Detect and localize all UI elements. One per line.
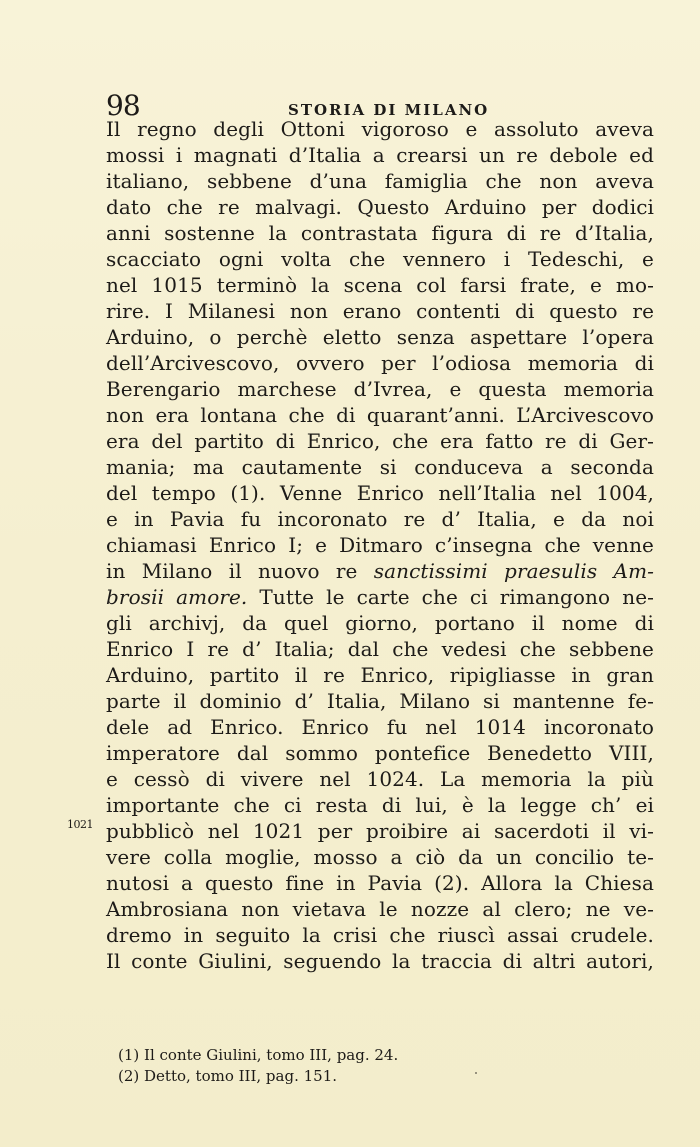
text-line: imperatore dal sommo pontefice Benedetto VIII, (106, 741, 654, 765)
text-line: pubblicò nel 1021 per proibire ai sacerdoti il vi- (106, 819, 654, 843)
text-line: Arduino, partito il re Enrico, ripigliasse in gran (106, 663, 654, 687)
footnote-1: (1) Il conte Giulini, tomo III, pag. 24. (118, 1046, 399, 1064)
text-line: dele ad Enrico. Enrico fu nel 1014 incoronato (106, 715, 654, 739)
text-line: importante che ci resta di lui, è la legge ch’ ei (106, 793, 654, 817)
text-line: mossi i magnati d’Italia a crearsi un re debole ed (106, 143, 654, 167)
text-line: non era lontana che di quarant’anni. L’Arcivescovo (106, 403, 654, 427)
footnotes (118, 1045, 548, 1087)
text-line: Ambrosiana non vietava le nozze al clero; ne ve- (106, 897, 654, 921)
text-line: in Milano il nuovo re sanctissimi praesulis Am- (106, 559, 654, 583)
text-line: del tempo (1). Venne Enrico nell’Italia nel 1004, (106, 481, 654, 505)
body-text (106, 116, 654, 974)
ink-speck (475, 1072, 477, 1074)
text-line: anni sostenne la contrastata figura di re d’Italia, (106, 221, 654, 245)
margin-year-note: 1021 (67, 818, 93, 831)
text-line: brosii amore. Tutte le carte che ci rimangono ne- (106, 585, 654, 609)
text-line: chiamasi Enrico I; e Ditmaro c’insegna che venne (106, 533, 654, 557)
text-line: scacciato ogni volta che vennero i Tedeschi, e (106, 247, 654, 271)
text-line: e in Pavia fu incoronato re d’ Italia, e da noi (106, 507, 654, 531)
footnote-2: (2) Detto, tomo III, pag. 151. (118, 1067, 338, 1085)
text-line: era del partito di Enrico, che era fatto re di Ger- (106, 429, 654, 453)
text-line: nel 1015 terminò la scena col farsi frate, e mo- (106, 273, 654, 297)
text-line: parte il dominio d’ Italia, Milano si mantenne fe- (106, 689, 654, 713)
text-line: rire. I Milanesi non erano contenti di questo re (106, 299, 654, 323)
text-line: Arduino, o perchè eletto senza aspettare l’opera (106, 325, 654, 349)
text-line: italiano, sebbene d’una famiglia che non aveva (106, 169, 654, 193)
text-line: dremo in seguito la crisi che riuscì assai crudele. (106, 923, 654, 947)
text-line: nutosi a questo fine in Pavia (2). Allora la Chiesa (106, 871, 654, 895)
text-line: dato che re malvagi. Questo Arduino per dodici (106, 195, 654, 219)
text-line: gli archivj, da quel giorno, portano il nome di (106, 611, 654, 635)
page-number: 98 (106, 89, 140, 122)
text-line: mania; ma cautamente si conduceva a seconda (106, 455, 654, 479)
text-line: vere colla moglie, mosso a ciò da un concilio te- (106, 845, 654, 869)
text-line: e cessò di vivere nel 1024. La memoria la più (106, 767, 654, 791)
text-line: Enrico I re d’ Italia; dal che vedesi che sebbene (106, 637, 654, 661)
text-line: Il regno degli Ottoni vigoroso e assoluto aveva (106, 117, 654, 141)
running-title: STORIA DI MILANO (288, 101, 490, 119)
text-line: Il conte Giulini, seguendo la traccia di altri autori, (106, 949, 654, 973)
text-line: dell’Arcivescovo, ovvero per l’odiosa memoria di (106, 351, 654, 375)
text-line: Berengario marchese d’Ivrea, e questa memoria (106, 377, 654, 401)
